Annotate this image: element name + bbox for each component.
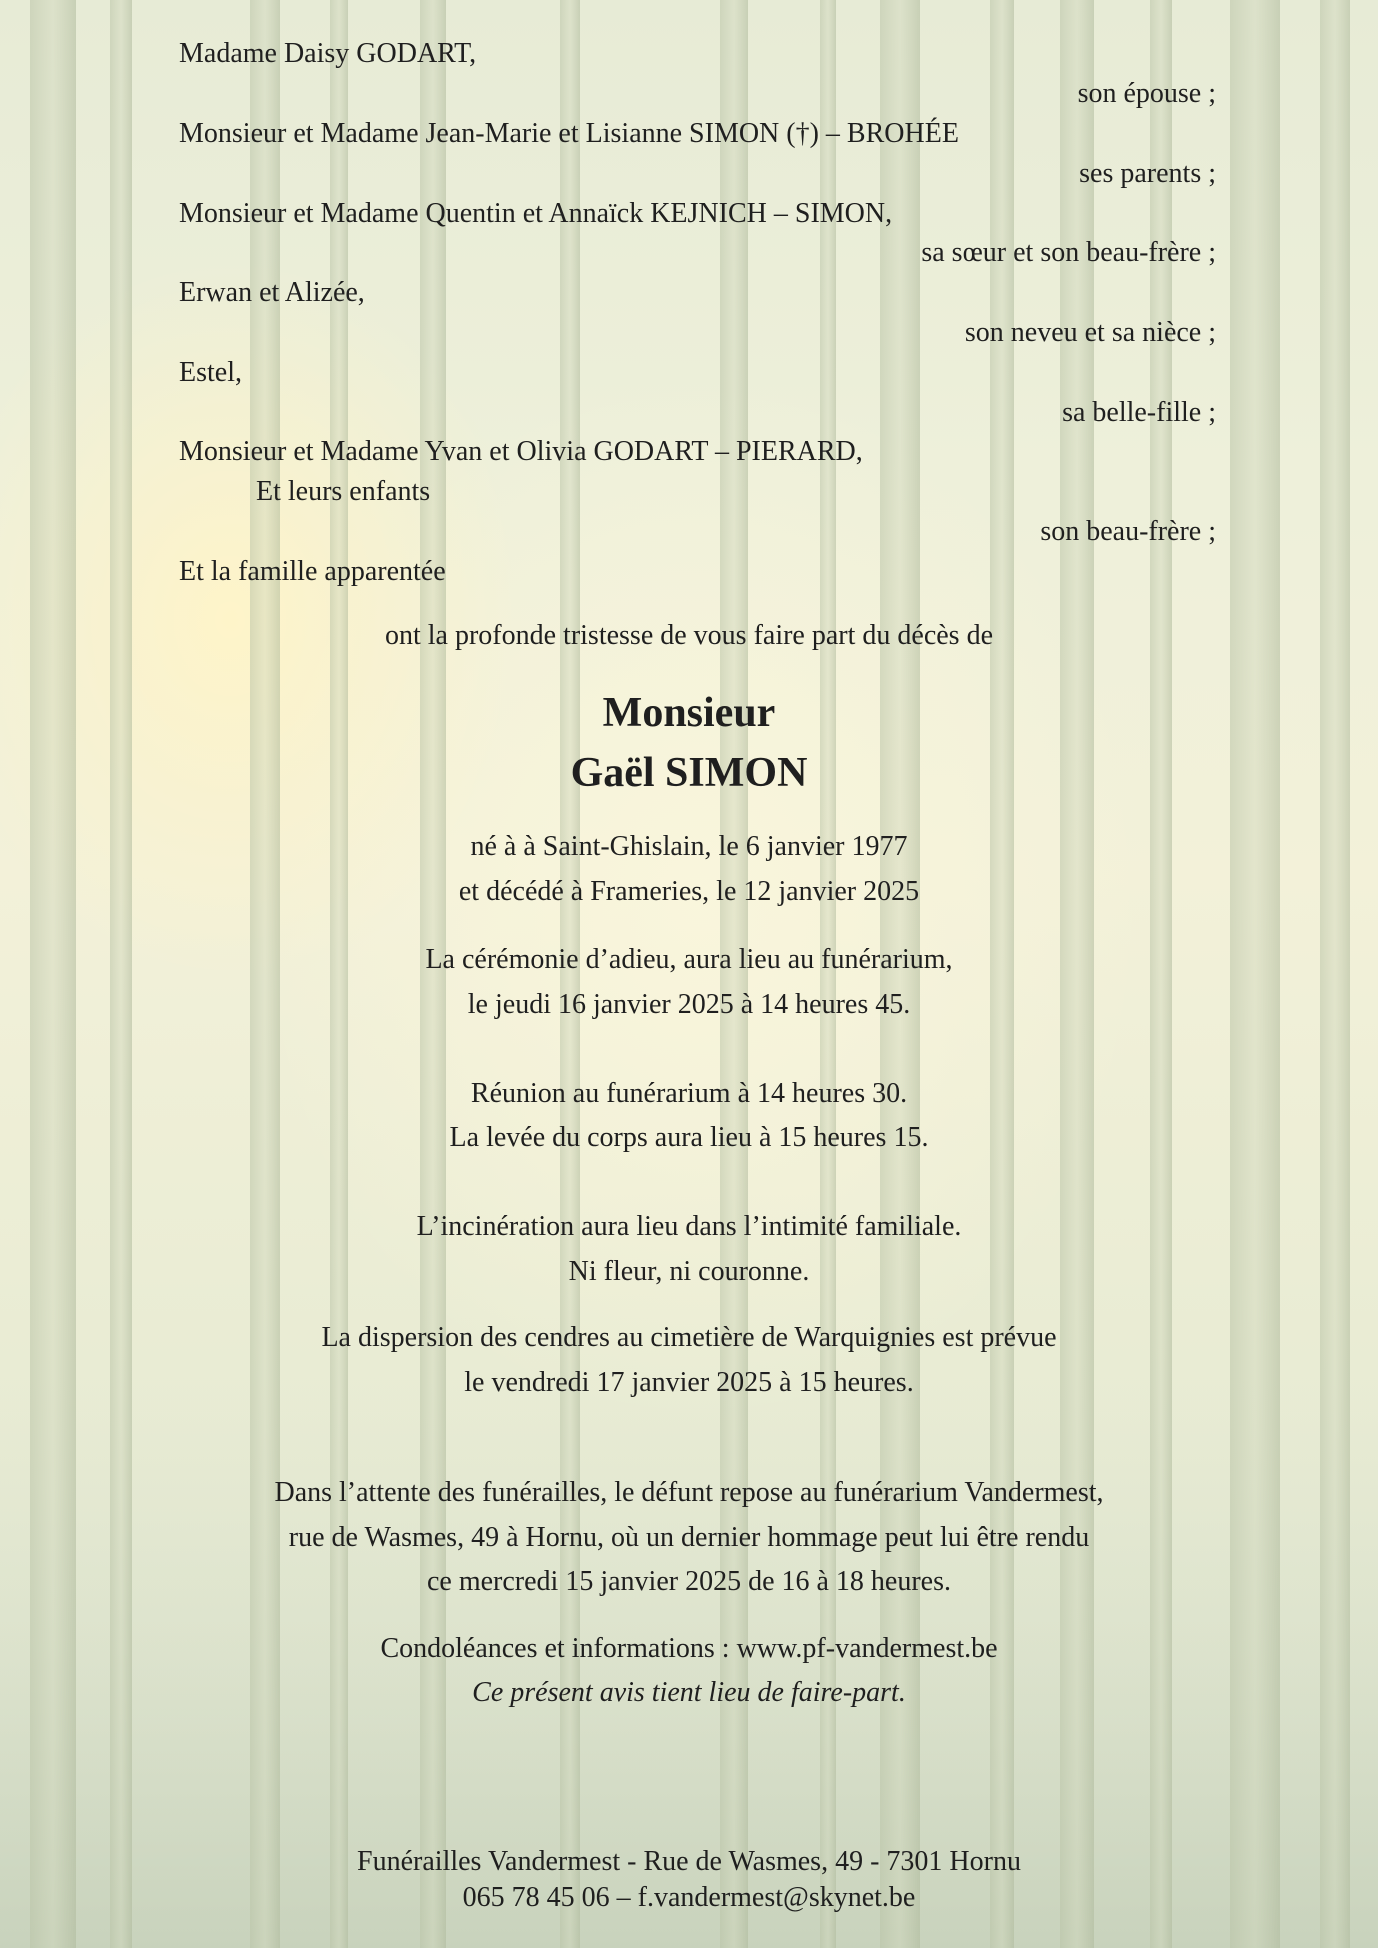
extended-family: Et la famille apparentée: [179, 556, 446, 587]
footer-address: Funérailles Vandermest - Rue de Wasmes, 49 - 7301 Hornu: [357, 1846, 1021, 1877]
family-member-relation: son épouse ;: [1077, 78, 1216, 109]
meeting-line: La levée du corps aura lieu à 15 heures 15.: [449, 1122, 929, 1153]
family-member-relation: sa belle-fille ;: [1062, 397, 1216, 428]
family-member-relation: ses parents ;: [1079, 158, 1216, 189]
family-member-name: Monsieur et Madame Quentin et Annaïck KEJNICH – SIMON,: [179, 198, 893, 229]
visitation-line: Dans l’attente des funérailles, le défunt repose au funérarium Vandermest,: [274, 1477, 1104, 1508]
dispersion-line: le vendredi 17 janvier 2025 à 15 heures.: [464, 1367, 914, 1398]
family-member-name: Estel,: [179, 357, 242, 388]
family-member-relation: son beau-frère ;: [1040, 516, 1216, 547]
family-member-subline: Et leurs enfants: [256, 476, 431, 507]
family-member-name: Erwan et Alizée,: [179, 277, 365, 308]
dispersion-line: La dispersion des cendres au cimetière de Warquignies est prévue: [321, 1322, 1057, 1353]
footer-contact: 065 78 45 06 – f.vandermest@skynet.be: [462, 1882, 916, 1913]
condolences-info: Condoléances et informations : www.pf-vandermest.be: [380, 1633, 998, 1664]
family-member-relation: sa sœur et son beau-frère ;: [921, 237, 1216, 268]
visitation-line: ce mercredi 15 janvier 2025 de 16 à 18 heures.: [426, 1566, 951, 1597]
ceremony-line: La cérémonie d’adieu, aura lieu au funérarium,: [425, 944, 953, 975]
deceased-title: Monsieur: [602, 690, 776, 736]
cremation-line: L’incinération aura lieu dans l’intimité familiale.: [416, 1211, 962, 1242]
birth-info: né à à Saint-Ghislain, le 6 janvier 1977: [470, 831, 908, 862]
deceased-name: Gaël SIMON: [570, 750, 808, 796]
family-member-name: Monsieur et Madame Jean-Marie et Lisianne SIMON (†) – BROHÉE: [179, 118, 959, 149]
visitation-line: rue de Wasmes, 49 à Hornu, où un dernier hommage peut lui être rendu: [288, 1522, 1090, 1553]
meeting-line: Réunion au funérarium à 14 heures 30.: [470, 1078, 908, 1109]
death-info: et décédé à Frameries, le 12 janvier 2025: [458, 876, 920, 907]
family-member-name: Monsieur et Madame Yvan et Olivia GODART – PIERARD,: [179, 436, 863, 467]
family-member-relation: son neveu et sa nièce ;: [964, 317, 1216, 348]
announcement: ont la profonde tristesse de vous faire part du décès de: [384, 620, 993, 651]
family-member-name: Madame Daisy GODART,: [179, 38, 477, 69]
notice-text: Ce présent avis tient lieu de faire-part.: [472, 1677, 906, 1708]
cremation-line: Ni fleur, ni couronne.: [568, 1256, 810, 1287]
ceremony-line: le jeudi 16 janvier 2025 à 14 heures 45.: [467, 989, 911, 1020]
